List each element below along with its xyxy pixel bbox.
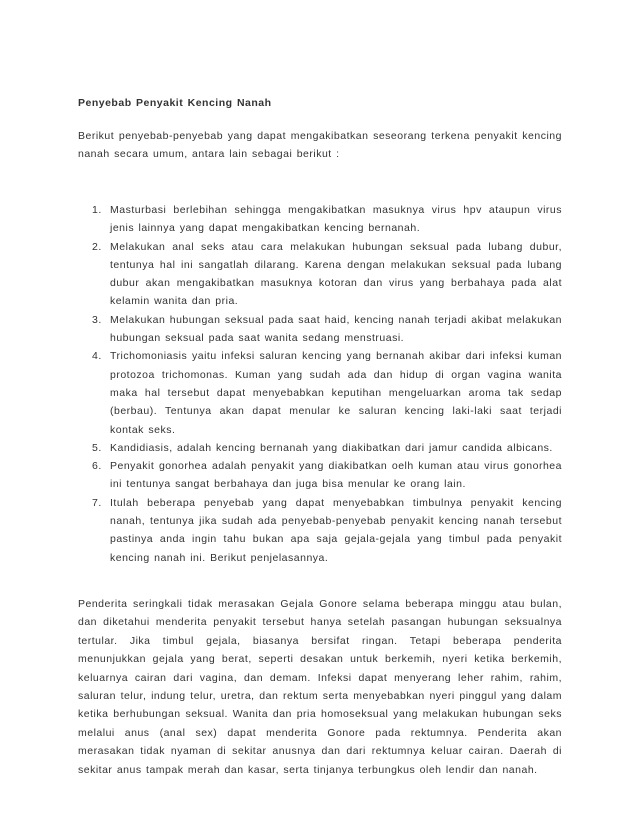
list-item (78, 457, 562, 494)
list-item (78, 494, 562, 567)
list-item (78, 238, 562, 311)
list-item-text: Penyakit gonorhea adalah penyakit yang diakibatkan oelh kuman atau virus gonorhea ini tentunya sangat berbahaya dan juga bisa menular ke orang lain. (110, 460, 562, 491)
list-item (78, 347, 562, 438)
list-number: 3. (92, 313, 102, 326)
list-item-text: Itulah beberapa penyebab yang dapat menyebabkan timbulnya penyakit kencing nanah, tentunya jika sudah ada penyebab-penyebab penyakit kencing nanah tersebut pastinya anda ingin tahu bukan apa saja gejala-gejala yang timbul pada penyakit kencing nanah ini. Berikut penjelasannya. (110, 496, 562, 564)
list-number: 7. (92, 496, 102, 509)
list-item-text: Masturbasi berlebihan sehingga mengakibatkan masuknya virus hpv ataupun virus jenis lainnya yang dapat mengakibatkan kencing bernanah. (110, 204, 562, 235)
list-item-text: Kandidiasis, adalah kencing bernanah yang diakibatkan dari jamur candida albicans. (110, 441, 553, 454)
list-item-text: Melakukan hubungan seksual pada saat haid, kencing nanah terjadi akibat melakukan hubungan seksual pada saat wanita sedang menstruasi. (110, 313, 562, 345)
document-title: Penyebab Penyakit Kencing Nanah (78, 97, 272, 109)
list-item-text: Melakukan anal seks atau cara melakukan hubungan seksual pada lubang dubur, tentunya hal ini sangatlah dilarang. Karena dengan melakukan seksual pada lubang dubur akan mengakibatkan masuknya kotoran dan virus yang berbahaya pada alat kelamin wanita dan pria. (110, 240, 562, 308)
intro-paragraph: Berikut penyebab-penyebab yang dapat mengakibatkan seseorang terkena penyakit kencing nanah secara umum, antara lain sebagai berikut : (78, 130, 562, 160)
list-item (78, 439, 562, 457)
list-number: 5. (92, 441, 102, 454)
list-number: 6. (92, 460, 102, 473)
list-item (78, 311, 562, 348)
list-item-text: Trichomoniasis yaitu infeksi saluran kencing yang bernanah akibar dari infeksi kuman protozoa trichomonas. Kuman yang sudah ada dan hidup di organ vagina wanita maka hal tersebut dapat menyebabkan keputihan mengeluarkan aroma tak sedap (berbau). Tentunya akan dapat menular ke saluran kencing laki-laki saat terjadi kontak seks. (110, 350, 562, 436)
cause-list (78, 201, 562, 567)
list-number: 2. (92, 240, 102, 253)
list-number: 1. (92, 204, 102, 216)
list-item (78, 201, 562, 238)
document-page (78, 96, 562, 779)
symptoms-paragraph: Penderita seringkali tidak merasakan Gejala Gonore selama beberapa minggu atau bulan, dan diketahui menderita penyakit tersebut hanya setelah pasangan hubungan seksualnya tertular. Jika timbul gejala, biasanya bersifat ringan. Tetapi beberapa penderita menunjukkan gejala yang berat, seperti desakan untuk berkemih, nyeri ketika berkemih, keluarnya cairan dari vagina, dan demam. Infeksi dapat menyerang leher rahim, rahim, saluran telur, indung telur, uretra, dan rektum serta menyebabkan nyeri pinggul yang dalam ketika berhubungan seksual. Wanita dan pria homoseksual yang melakukan hubungan seks melalui anus (anal sex) dapat menderita Gonore pada rektumnya. Penderita akan merasakan tidak nyaman di sekitar anusnya dan dari rektumnya keluar cairan. Daerah di sekitar anus tampak merah dan kasar, serta tinjanya terbungkus oleh lendir dan nanah. (78, 597, 562, 776)
list-number: 4. (92, 350, 102, 363)
